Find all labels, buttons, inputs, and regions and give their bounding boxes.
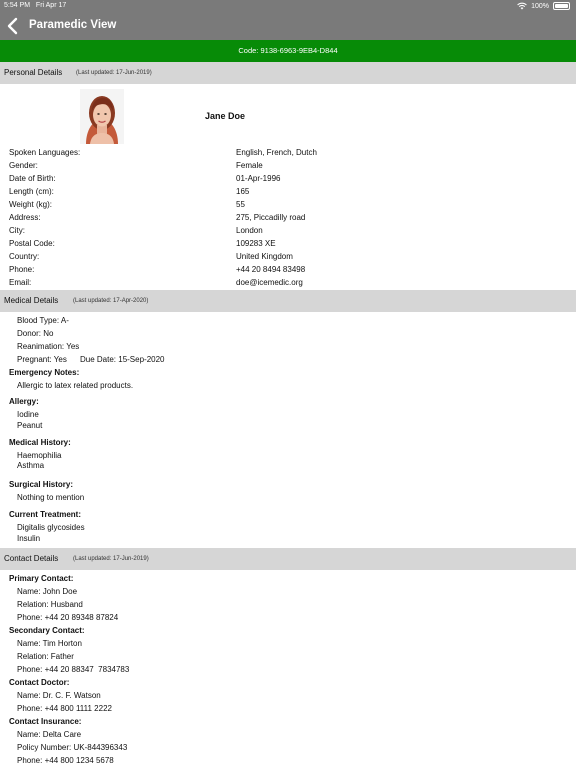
insurance-name: Name: Delta Care bbox=[17, 730, 82, 739]
length-value: 165 bbox=[236, 187, 250, 196]
donor: Donor: No bbox=[17, 329, 54, 338]
pregnant: Pregnant: Yes bbox=[17, 355, 67, 364]
last-updated: (Last updated: 17-Apr-2020) bbox=[73, 298, 149, 304]
status-right bbox=[517, 2, 570, 10]
patient-name: Jane Doe bbox=[205, 111, 246, 121]
contact-doctor-label: Contact Doctor: bbox=[9, 678, 70, 687]
status-time-date bbox=[4, 2, 66, 9]
wifi-icon bbox=[517, 2, 527, 10]
secondary-contact-name: Name: Tim Horton bbox=[17, 639, 82, 648]
section-title: Personal Details bbox=[4, 68, 63, 77]
dob-label: Date of Birth: bbox=[9, 174, 56, 183]
avatar bbox=[80, 89, 124, 144]
allergy-item: Peanut bbox=[17, 421, 43, 430]
gender-value: Female bbox=[236, 161, 263, 170]
back-chevron-icon[interactable] bbox=[6, 17, 20, 35]
blood-type: Blood Type: A- bbox=[17, 316, 69, 325]
status-date: Fri Apr 17 bbox=[35, 2, 67, 9]
contact-insurance-label: Contact Insurance: bbox=[9, 717, 82, 726]
address-label: Address: bbox=[9, 213, 41, 222]
current-treatment-label: Current Treatment: bbox=[9, 510, 82, 519]
due-date: Due Date: 15-Sep-2020 bbox=[80, 355, 165, 364]
secondary-contact-label: Secondary Contact: bbox=[9, 626, 85, 635]
allergy-item: Iodine bbox=[17, 410, 39, 419]
medical-history-label: Medical History: bbox=[9, 438, 71, 447]
battery-icon bbox=[553, 2, 570, 10]
emergency-notes-text: Allergic to latex related products. bbox=[17, 381, 134, 390]
reanimation: Reanimation: Yes bbox=[17, 342, 80, 351]
nav-bar bbox=[0, 12, 576, 40]
section-title: Contact Details bbox=[4, 554, 59, 563]
email-label: Email: bbox=[9, 278, 32, 287]
spoken-languages-label: Spoken Languages: bbox=[9, 148, 81, 157]
code-bar: Code: 9138-6963-9EB4-D844 bbox=[0, 40, 576, 62]
weight-label: Weight (kg): bbox=[9, 200, 52, 209]
contact-section-header bbox=[0, 548, 576, 570]
primary-contact-label: Primary Contact: bbox=[9, 574, 74, 583]
medical-section-header bbox=[0, 290, 576, 312]
email-value: doe@icemedic.org bbox=[236, 278, 303, 287]
primary-contact-name: Name: John Doe bbox=[17, 587, 78, 596]
insurance-policy: Policy Number: UK-844396343 bbox=[17, 743, 128, 752]
country-value: United Kingdom bbox=[236, 252, 293, 261]
treatment-item: Digitalis glycosides bbox=[17, 523, 85, 532]
history-item: Haemophilia bbox=[17, 451, 62, 460]
weight-value: 55 bbox=[236, 200, 245, 209]
last-updated: (Last updated: 17-Jun-2019) bbox=[73, 556, 149, 562]
status-bar bbox=[0, 0, 576, 12]
postal-code-value: 109283 XE bbox=[236, 239, 276, 248]
postal-code-label: Postal Code: bbox=[9, 239, 55, 248]
status-time: 5:54 PM bbox=[4, 2, 31, 9]
emergency-notes-label: Emergency Notes: bbox=[9, 368, 80, 377]
phone-label: Phone: bbox=[9, 265, 35, 274]
last-updated: (Last updated: 17-Jun-2019) bbox=[76, 70, 152, 76]
personal-section-header bbox=[0, 62, 576, 84]
secondary-contact-relation: Relation: Father bbox=[17, 652, 74, 661]
doctor-name: Name: Dr. C. F. Watson bbox=[17, 691, 101, 700]
length-label: Length (cm): bbox=[9, 187, 54, 196]
city-value: London bbox=[236, 226, 263, 235]
allergy-label: Allergy: bbox=[9, 397, 39, 406]
phone-value: +44 20 8494 83498 bbox=[236, 265, 306, 274]
nav-title: Paramedic View bbox=[29, 19, 117, 31]
city-label: City: bbox=[9, 226, 25, 235]
primary-contact-relation: Relation: Husband bbox=[17, 600, 83, 609]
primary-contact-phone: Phone: +44 20 89348 87824 bbox=[17, 613, 119, 622]
address-value: 275, Piccadilly road bbox=[236, 213, 306, 222]
battery-percent: 100% bbox=[531, 2, 549, 10]
secondary-contact-phone: Phone: +44 20 88347 7834783 bbox=[17, 665, 130, 674]
surgical-history-text: Nothing to mention bbox=[17, 493, 85, 502]
spoken-languages-value: English, French, Dutch bbox=[236, 148, 317, 157]
doctor-phone: Phone: +44 800 1111 2222 bbox=[17, 704, 112, 713]
treatment-item: Insulin bbox=[17, 534, 41, 543]
country-label: Country: bbox=[9, 252, 40, 261]
insurance-phone: Phone: +44 800 1234 5678 bbox=[17, 756, 114, 765]
dob-value: 01-Apr-1996 bbox=[236, 174, 281, 183]
gender-label: Gender: bbox=[9, 161, 38, 170]
section-title: Medical Details bbox=[4, 296, 59, 305]
history-item: Asthma bbox=[17, 461, 45, 470]
surgical-history-label: Surgical History: bbox=[9, 480, 74, 489]
